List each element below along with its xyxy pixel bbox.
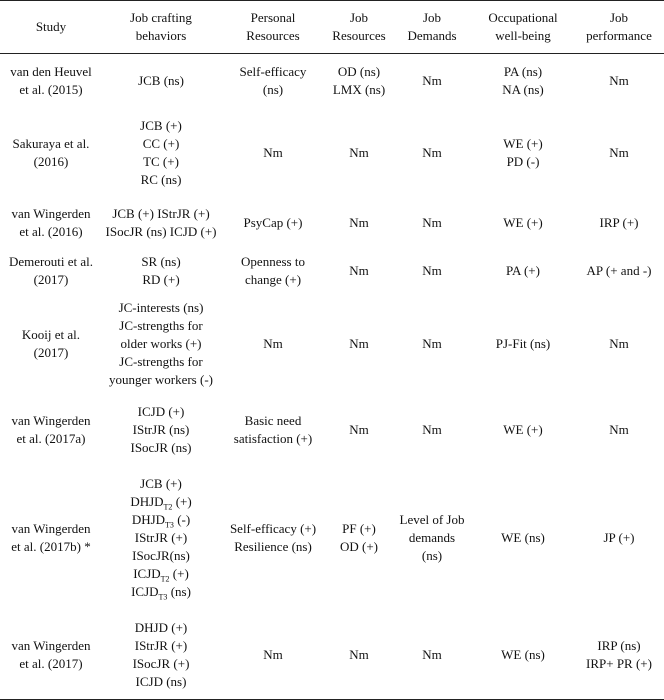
cell-line: JCB (+) (140, 117, 182, 133)
job-performance-cell (574, 395, 664, 465)
header-job-resources (326, 1, 392, 54)
header-job-demands (392, 1, 472, 54)
header-study-line: Study (35, 19, 67, 34)
cell-line: Self-efficacy (239, 64, 307, 80)
header-personal-resources (220, 1, 326, 54)
personal-resources-cell (220, 197, 326, 249)
cell-line: OD (+) (339, 539, 379, 554)
personal-resources-cell (220, 294, 326, 395)
header-job-performance (574, 1, 664, 54)
cell-line: Nm (422, 336, 442, 351)
occupational-well-being-cell (472, 465, 574, 612)
personal-resources-cell (220, 54, 326, 109)
personal-resources-cell (220, 465, 326, 612)
cell-line: WE (ns) (501, 530, 545, 545)
cell-line: van Wingerden (11, 521, 91, 536)
cell-line: JCB (+) (140, 476, 182, 491)
cell-line: WE (ns) (501, 647, 545, 663)
cell-line: et al. (2017b) * (11, 539, 91, 554)
cell-text: DHJD (130, 494, 164, 509)
study-cell (0, 54, 102, 109)
study-cell (0, 249, 102, 294)
cell-line: JP (+) (603, 530, 635, 545)
cell-line: older works (+) (120, 336, 202, 351)
cell-line: van Wingerden (11, 205, 91, 221)
cell-line: et al. (2017a) (16, 430, 86, 446)
header-line: Job (609, 10, 629, 25)
cell-line: SR (ns) (141, 254, 181, 269)
header-job-crafting-behaviors (102, 1, 220, 54)
table-row (0, 54, 664, 109)
cell-line: OD (ns) (337, 64, 381, 80)
cell-line: Nm (609, 73, 629, 89)
table-row (0, 294, 664, 395)
job-resources-cell (326, 465, 392, 612)
job-crafting-behaviors-cell (102, 54, 220, 109)
job-resources-cell (326, 294, 392, 395)
job-demands-cell (392, 465, 472, 612)
cell-line: Nm (349, 214, 369, 230)
cell-line: LMX (ns) (332, 82, 386, 98)
job-demands-cell (392, 395, 472, 465)
job-crafting-behaviors-cell (102, 465, 220, 612)
cell-line: Nm (422, 647, 442, 663)
cell-line: Kooij et al. (21, 327, 81, 342)
study-cell (0, 197, 102, 249)
cell-line: ISocJR (ns) ICJD (+) (105, 223, 217, 239)
job-performance-cell (574, 197, 664, 249)
cell-line: ISocJR(ns) (132, 548, 190, 563)
cell-text: ICJD (131, 584, 159, 599)
job-demands-cell (392, 612, 472, 700)
job-performance-cell (574, 109, 664, 197)
cell-line: (ns) (421, 548, 443, 563)
cell-line: ICJD (+) (137, 403, 185, 419)
cell-line: Nm (422, 263, 442, 278)
study-cell (0, 294, 102, 395)
cell-line: (ns) (262, 82, 284, 98)
cell-line: JC-strengths for (119, 318, 203, 333)
cell-line: Nm (609, 421, 629, 437)
cell-line (104, 493, 218, 511)
cell-line: IRP (ns) (597, 638, 641, 654)
header-study (0, 1, 102, 54)
cell-line: NA (ns) (502, 82, 544, 98)
cell-line: Nm (609, 336, 629, 351)
cell-line: IRP (+) (599, 214, 639, 230)
cell-line: IStrJR (ns) (132, 421, 190, 437)
cell-line: IStrJR (+) (134, 530, 188, 545)
job-demands-cell (392, 197, 472, 249)
personal-resources-cell (220, 109, 326, 197)
study-cell (0, 465, 102, 612)
cell-line: PJ-Fit (ns) (495, 336, 551, 351)
header-line: Job (349, 10, 369, 25)
cell-line: Resilience (ns) (234, 539, 312, 554)
cell-line: WE (+) (503, 135, 543, 151)
cell-line: Nm (263, 647, 283, 663)
cell-line: et al. (2015) (19, 82, 83, 98)
time-subscript: T3 (158, 592, 168, 602)
time-subscript: T3 (165, 520, 174, 530)
table-row (0, 465, 664, 612)
header-line: Occupational (488, 10, 558, 25)
header-line: Personal (250, 10, 296, 25)
header-line: Job crafting (130, 10, 192, 25)
cell-line: PF (+) (342, 521, 376, 536)
cell-line: ISocJR (ns) (130, 439, 192, 455)
cell-line: Openness to (241, 254, 305, 269)
cell-line: Nm (422, 73, 442, 89)
cell-line: JCB (ns) (138, 73, 184, 89)
personal-resources-cell (220, 395, 326, 465)
cell-line (104, 511, 218, 529)
cell-line: JCB (+) IStrJR (+) (112, 205, 210, 221)
cell-line: RC (ns) (140, 171, 182, 187)
cell-line: Nm (609, 144, 629, 160)
cell-line: et al. (2017) (19, 656, 83, 672)
cell-line: Nm (422, 144, 442, 160)
cell-text: (-) (173, 512, 191, 527)
cell-line: (2017) (33, 272, 69, 287)
job-crafting-behaviors-cell (102, 294, 220, 395)
cell-text: (+) (169, 566, 189, 581)
cell-line: AP (+ and -) (586, 263, 652, 278)
job-resources-cell (326, 395, 392, 465)
job-performance-cell (574, 294, 664, 395)
cell-line: van den Heuvel (10, 64, 92, 80)
job-demands-cell (392, 249, 472, 294)
occupational-well-being-cell (472, 395, 574, 465)
cell-text: DHJD (131, 512, 166, 527)
cell-line: Nm (422, 214, 442, 230)
cell-text: (ns) (167, 584, 191, 599)
cell-line: IRP+ PR (+) (586, 656, 652, 672)
cell-line (104, 583, 218, 601)
occupational-well-being-cell (472, 197, 574, 249)
cell-line: Nm (263, 336, 283, 351)
cell-line: Level of Job (399, 512, 465, 527)
cell-line: Demerouti et al. (8, 254, 94, 269)
cell-text: ICJD (133, 566, 161, 581)
cell-line: DHJD (+) (134, 620, 188, 636)
table-body (0, 54, 664, 700)
cell-line: van Wingerden (11, 638, 91, 654)
header-row (0, 1, 664, 54)
cell-line: ICJD (ns) (135, 674, 187, 690)
cell-line: RD (+) (142, 272, 180, 287)
cell-line: Nm (349, 144, 369, 160)
job-crafting-behaviors-cell (102, 395, 220, 465)
table-row (0, 395, 664, 465)
cell-line: CC (+) (142, 135, 180, 151)
cell-line: (2017) (33, 345, 69, 360)
cell-line: Nm (422, 421, 442, 437)
occupational-well-being-cell (472, 109, 574, 197)
header-line: behaviors (135, 28, 187, 43)
cell-line: WE (+) (503, 214, 543, 230)
job-crafting-behaviors-cell (102, 249, 220, 294)
cell-line: JC-strengths for (119, 354, 203, 369)
cell-line: PA (+) (506, 263, 540, 278)
table-row (0, 249, 664, 294)
job-resources-cell (326, 109, 392, 197)
cell-line: younger workers (-) (109, 372, 213, 387)
personal-resources-cell (220, 249, 326, 294)
time-subscript: T2 (163, 502, 173, 512)
cell-line: Basic need (244, 412, 302, 428)
header-line: well-being (495, 28, 551, 43)
cell-line: IStrJR (+) (134, 638, 188, 654)
table-row (0, 109, 664, 197)
job-demands-cell (392, 54, 472, 109)
job-performance-cell (574, 54, 664, 109)
personal-resources-cell (220, 612, 326, 700)
cell-line: PA (ns) (503, 64, 543, 80)
header-line: performance (586, 28, 652, 43)
job-resources-cell (326, 249, 392, 294)
cell-line: Nm (263, 144, 283, 160)
study-cell (0, 612, 102, 700)
table-row (0, 612, 664, 700)
cell-line: (2016) (33, 153, 69, 169)
header-line: Demands (407, 28, 457, 43)
job-crafting-behaviors-cell (102, 197, 220, 249)
job-crafting-behaviors-cell (102, 612, 220, 700)
cell-line: change (+) (244, 272, 302, 287)
cell-line: Self-efficacy (+) (229, 521, 317, 536)
occupational-well-being-cell (472, 54, 574, 109)
time-subscript: T2 (160, 574, 170, 584)
cell-line: demands (408, 530, 456, 545)
job-demands-cell (392, 109, 472, 197)
cell-line: PsyCap (+) (243, 214, 303, 230)
cell-line: et al. (2016) (19, 223, 83, 239)
header-line: Resources (332, 28, 386, 43)
cell-line: Nm (349, 263, 369, 278)
cell-line: van Wingerden (11, 412, 91, 428)
header-line: Job (422, 10, 442, 25)
header-occupational-well-being (472, 1, 574, 54)
job-performance-cell (574, 249, 664, 294)
study-cell (0, 395, 102, 465)
cell-line: satisfaction (+) (233, 430, 313, 446)
job-resources-cell (326, 54, 392, 109)
cell-line: Nm (349, 336, 369, 351)
job-crafting-behaviors-cell (102, 109, 220, 197)
table-row (0, 197, 664, 249)
cell-line: Nm (349, 647, 369, 663)
job-performance-cell (574, 612, 664, 700)
study-cell (0, 109, 102, 197)
cell-line: Sakuraya et al. (12, 135, 90, 151)
occupational-well-being-cell (472, 249, 574, 294)
occupational-well-being-cell (472, 294, 574, 395)
cell-text: (+) (172, 494, 192, 509)
cell-line: TC (+) (143, 153, 179, 169)
cell-line (104, 565, 218, 583)
job-demands-cell (392, 294, 472, 395)
header-line: Resources (246, 28, 300, 43)
job-performance-cell (574, 465, 664, 612)
cell-line: WE (+) (503, 421, 543, 437)
cell-line: Nm (349, 421, 369, 437)
cell-line: PD (-) (506, 153, 540, 169)
cell-line: JC-interests (ns) (118, 300, 204, 315)
cell-line: ISocJR (+) (132, 656, 190, 672)
job-resources-cell (326, 612, 392, 700)
job-resources-cell (326, 197, 392, 249)
occupational-well-being-cell (472, 612, 574, 700)
